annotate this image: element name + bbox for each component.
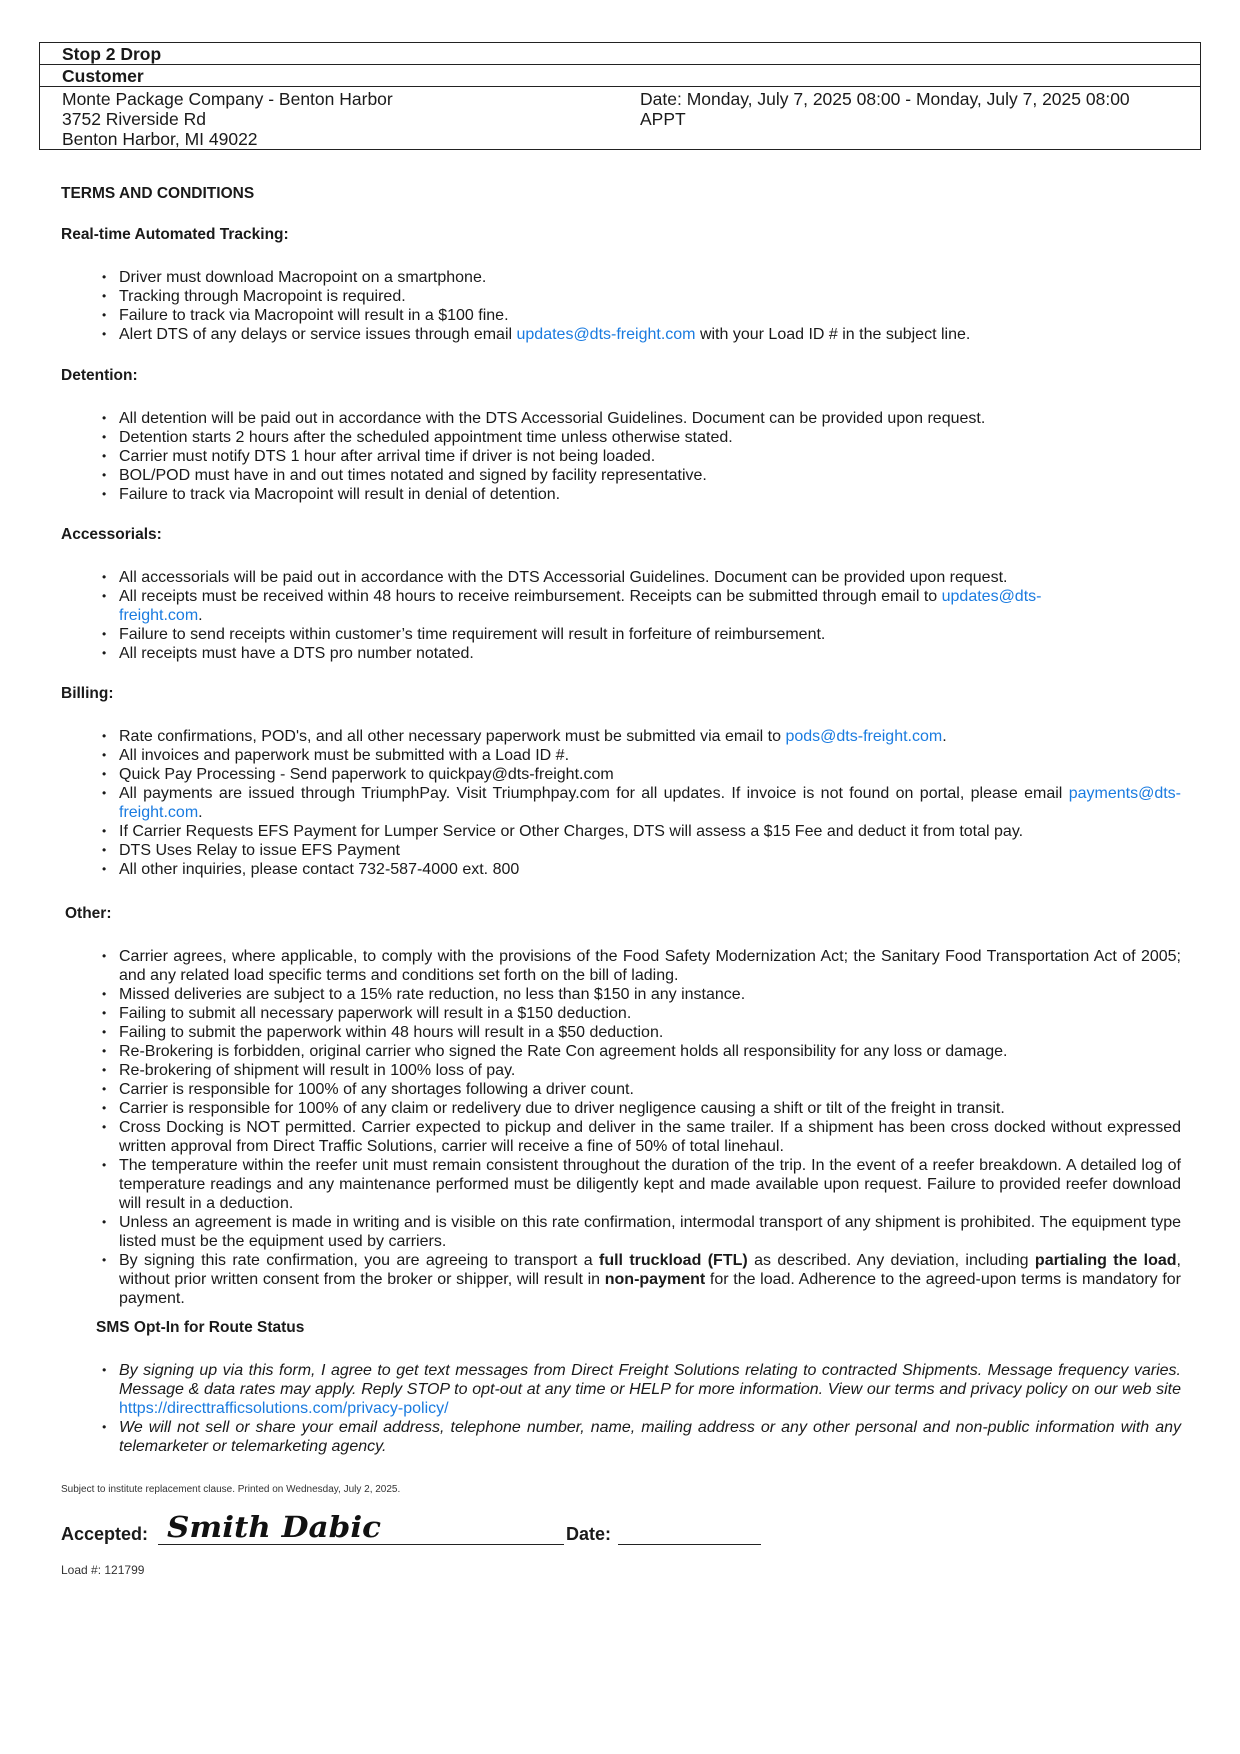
list-item: [119, 727, 1181, 746]
list-item: • Missed deliveries are subject to a 15% rate reduction, no less than $150 in any instance.: [119, 985, 1181, 1004]
list-item: • Failing to submit the paperwork within 48 hours will result in a $50 deduction.: [119, 1023, 1181, 1042]
list-item: • All detention will be paid out in accordance with the DTS Accessorial Guidelines. Document can be provided upon request.: [119, 409, 1181, 428]
list-item: • Failure to send receipts within customer’s time requirement will result in forfeiture of reimbursement.: [119, 625, 1181, 644]
receipts-text-end: .: [198, 607, 203, 624]
list-item: • Driver must download Macropoint on a smartphone.: [119, 268, 1181, 287]
terms-title: TERMS AND CONDITIONS: [61, 185, 255, 202]
ftl-text: , without prior written consent from the broker or shipper, will result in: [119, 1252, 1181, 1288]
tracking-heading: Real-time Automated Tracking:: [61, 226, 289, 243]
billing-list: [119, 727, 1181, 879]
sms-heading: SMS Opt-In for Route Status: [96, 1319, 305, 1336]
ftl-bold: partialing the load: [1034, 1252, 1177, 1269]
stop-table: [39, 42, 1201, 150]
alert-text: Alert DTS of any delays or service issues through email: [119, 326, 517, 343]
list-item: [119, 325, 1181, 344]
signature-text: Smith Dabic: [167, 1510, 382, 1544]
list-item: • The temperature within the reefer unit must remain consistent throughout the duration of the trip. In the event of a reefer breakdown. A detailed log of temperature readings and any maintenance performed must be diligently kept and made available upon request. Failure to provided reefer download will result in a deduction.: [119, 1156, 1181, 1213]
receipts-text: All receipts must be received within 48 hours to receive reimbursement. Receipts can be submitted through email to: [119, 588, 942, 605]
list-item: • Carrier must notify DTS 1 hour after arrival time if driver is not being loaded.: [119, 447, 1181, 466]
list-item: • Cross Docking is NOT permitted. Carrier expected to pickup and deliver in the same trailer. If a shipment has been cross docked without expressed written approval from Direct Traffic Solutions, carrier will receive a fine of 50% of total linehaul.: [119, 1118, 1181, 1156]
customer-name: Monte Package Company - Benton Harbor: [62, 89, 393, 109]
ftl-text: for the load. Adherence to the agreed-upon terms is mandatory for payment.: [119, 1271, 1181, 1307]
sms-list: [119, 1361, 1181, 1456]
sms-text: By signing up via this form, I agree to get text messages from Direct Freight Solutions relating to contracted Shipments. Message frequency varies. Message & data rates may apply. Reply STOP to opt-out at any time or HELP for more information. View our terms and privacy policy on our web site: [119, 1362, 1181, 1398]
pods-email-link[interactable]: pods@dts-freight.com: [785, 728, 943, 745]
list-item: • BOL/POD must have in and out times notated and signed by facility representative.: [119, 466, 1181, 485]
billing-text-end: .: [942, 728, 947, 745]
billing-heading: Billing:: [61, 685, 114, 702]
list-item: • All receipts must have a DTS pro number notated.: [119, 644, 1181, 663]
list-item: • DTS Uses Relay to issue EFS Payment: [119, 841, 1181, 860]
list-item: • Quick Pay Processing - Send paperwork to quickpay@dts-freight.com: [119, 765, 1181, 784]
ftl-text: By signing this rate confirmation, you are agreeing to transport a: [119, 1252, 599, 1269]
updates-email-link[interactable]: updates@dts-freight.com: [516, 326, 696, 343]
load-number: Load #: 121799: [61, 1563, 145, 1577]
ftl-text: as described. Any deviation, including: [747, 1252, 1035, 1269]
list-item: • Detention starts 2 hours after the scheduled appointment time unless otherwise stated.: [119, 428, 1181, 447]
stop-date: Date: Monday, July 7, 2025 08:00 - Monday, July 7, 2025 08:00: [640, 89, 1130, 109]
stop-appt: APPT: [640, 109, 686, 129]
acceptance-row: [61, 1510, 781, 1546]
list-item: • Tracking through Macropoint is required.: [119, 287, 1181, 306]
signature-line: [158, 1544, 564, 1545]
ftl-bold: non-payment: [604, 1271, 706, 1288]
customer-address: [62, 89, 640, 149]
list-item: • Failure to track via Macropoint will result in a $100 fine.: [119, 306, 1181, 325]
customer-city: Benton Harbor, MI 49022: [62, 129, 258, 149]
other-list: [119, 947, 1181, 1308]
detention-heading: Detention:: [61, 367, 138, 384]
list-item: • Carrier agrees, where applicable, to comply with the provisions of the Food Safety Modernization Act; the Sanitary Food Transportation Act of 2005; and any related load specific terms and conditions set forth on the bill of lading.: [119, 947, 1181, 985]
privacy-policy-link[interactable]: https://directtrafficsolutions.com/privacy-policy/: [119, 1400, 449, 1417]
list-item: • All invoices and paperwork must be submitted with a Load ID #.: [119, 746, 1181, 765]
stop-schedule: [640, 89, 1178, 149]
list-item: • We will not sell or share your email address, telephone number, name, mailing address or any other personal and non-public information with any telemarketer or telemarketing agency.: [119, 1418, 1181, 1456]
print-note: Subject to institute replacement clause. Printed on Wednesday, July 2, 2025.: [61, 1484, 401, 1495]
accepted-label: Accepted:: [61, 1524, 149, 1544]
accessorials-heading: Accessorials:: [61, 526, 162, 543]
customer-street: 3752 Riverside Rd: [62, 109, 206, 129]
list-item: [119, 1251, 1181, 1308]
billing-text: Rate confirmations, POD's, and all other necessary paperwork must be submitted via email to: [119, 728, 786, 745]
ftl-bold: full truckload (FTL): [598, 1252, 748, 1269]
list-item: [119, 1361, 1181, 1418]
list-item: • Unless an agreement is made in writing and is visible on this rate confirmation, intermodal transport of any shipment is prohibited. The equipment type listed must be the equipment used by carriers.: [119, 1213, 1181, 1251]
list-item: • If Carrier Requests EFS Payment for Lumper Service or Other Charges, DTS will assess a $15 Fee and deduct it from total pay.: [119, 822, 1181, 841]
list-item: • All other inquiries, please contact 732-587-4000 ext. 800: [119, 860, 1181, 879]
list-item: • Carrier is responsible for 100% of any shortages following a driver count.: [119, 1080, 1181, 1099]
list-item: • Carrier is responsible for 100% of any claim or redelivery due to driver negligence causing a shift or tilt of the freight in transit.: [119, 1099, 1181, 1118]
stop-title: Stop 2 Drop: [40, 43, 1200, 65]
stop-details: [40, 87, 1200, 149]
date-label: Date:: [566, 1524, 612, 1544]
list-item: • Re-Brokering is forbidden, original carrier who signed the Rate Con agreement holds all responsibility for any loss or damage.: [119, 1042, 1181, 1061]
date-line[interactable]: [618, 1544, 761, 1545]
accessorials-list: [119, 568, 1181, 663]
other-heading: Other:: [65, 905, 112, 922]
list-item: • Failing to submit all necessary paperwork will result in a $150 deduction.: [119, 1004, 1181, 1023]
tracking-list: [119, 268, 1181, 344]
billing-text: All payments are issued through TriumphPay. Visit Triumphpay.com for all updates. If invoice is not found on portal, please email: [119, 785, 1069, 802]
list-item: [119, 587, 1181, 625]
payments-email-link[interactable]: payments@dts-freight.com: [119, 785, 1181, 821]
email-part: freight.com: [119, 607, 199, 624]
list-item: [119, 784, 1181, 822]
customer-label: Customer: [40, 65, 1200, 87]
detention-list: [119, 409, 1181, 504]
alert-text-end: with your Load ID # in the subject line.: [695, 326, 971, 343]
list-item: • All accessorials will be paid out in accordance with the DTS Accessorial Guidelines. Document can be provided upon request.: [119, 568, 1181, 587]
list-item: • Re-brokering of shipment will result in 100% loss of pay.: [119, 1061, 1181, 1080]
email-part: updates@dts-: [941, 588, 1042, 605]
signature: [165, 1510, 385, 1544]
billing-text-end: .: [198, 804, 203, 821]
list-item: • Failure to track via Macropoint will result in denial of detention.: [119, 485, 1181, 504]
